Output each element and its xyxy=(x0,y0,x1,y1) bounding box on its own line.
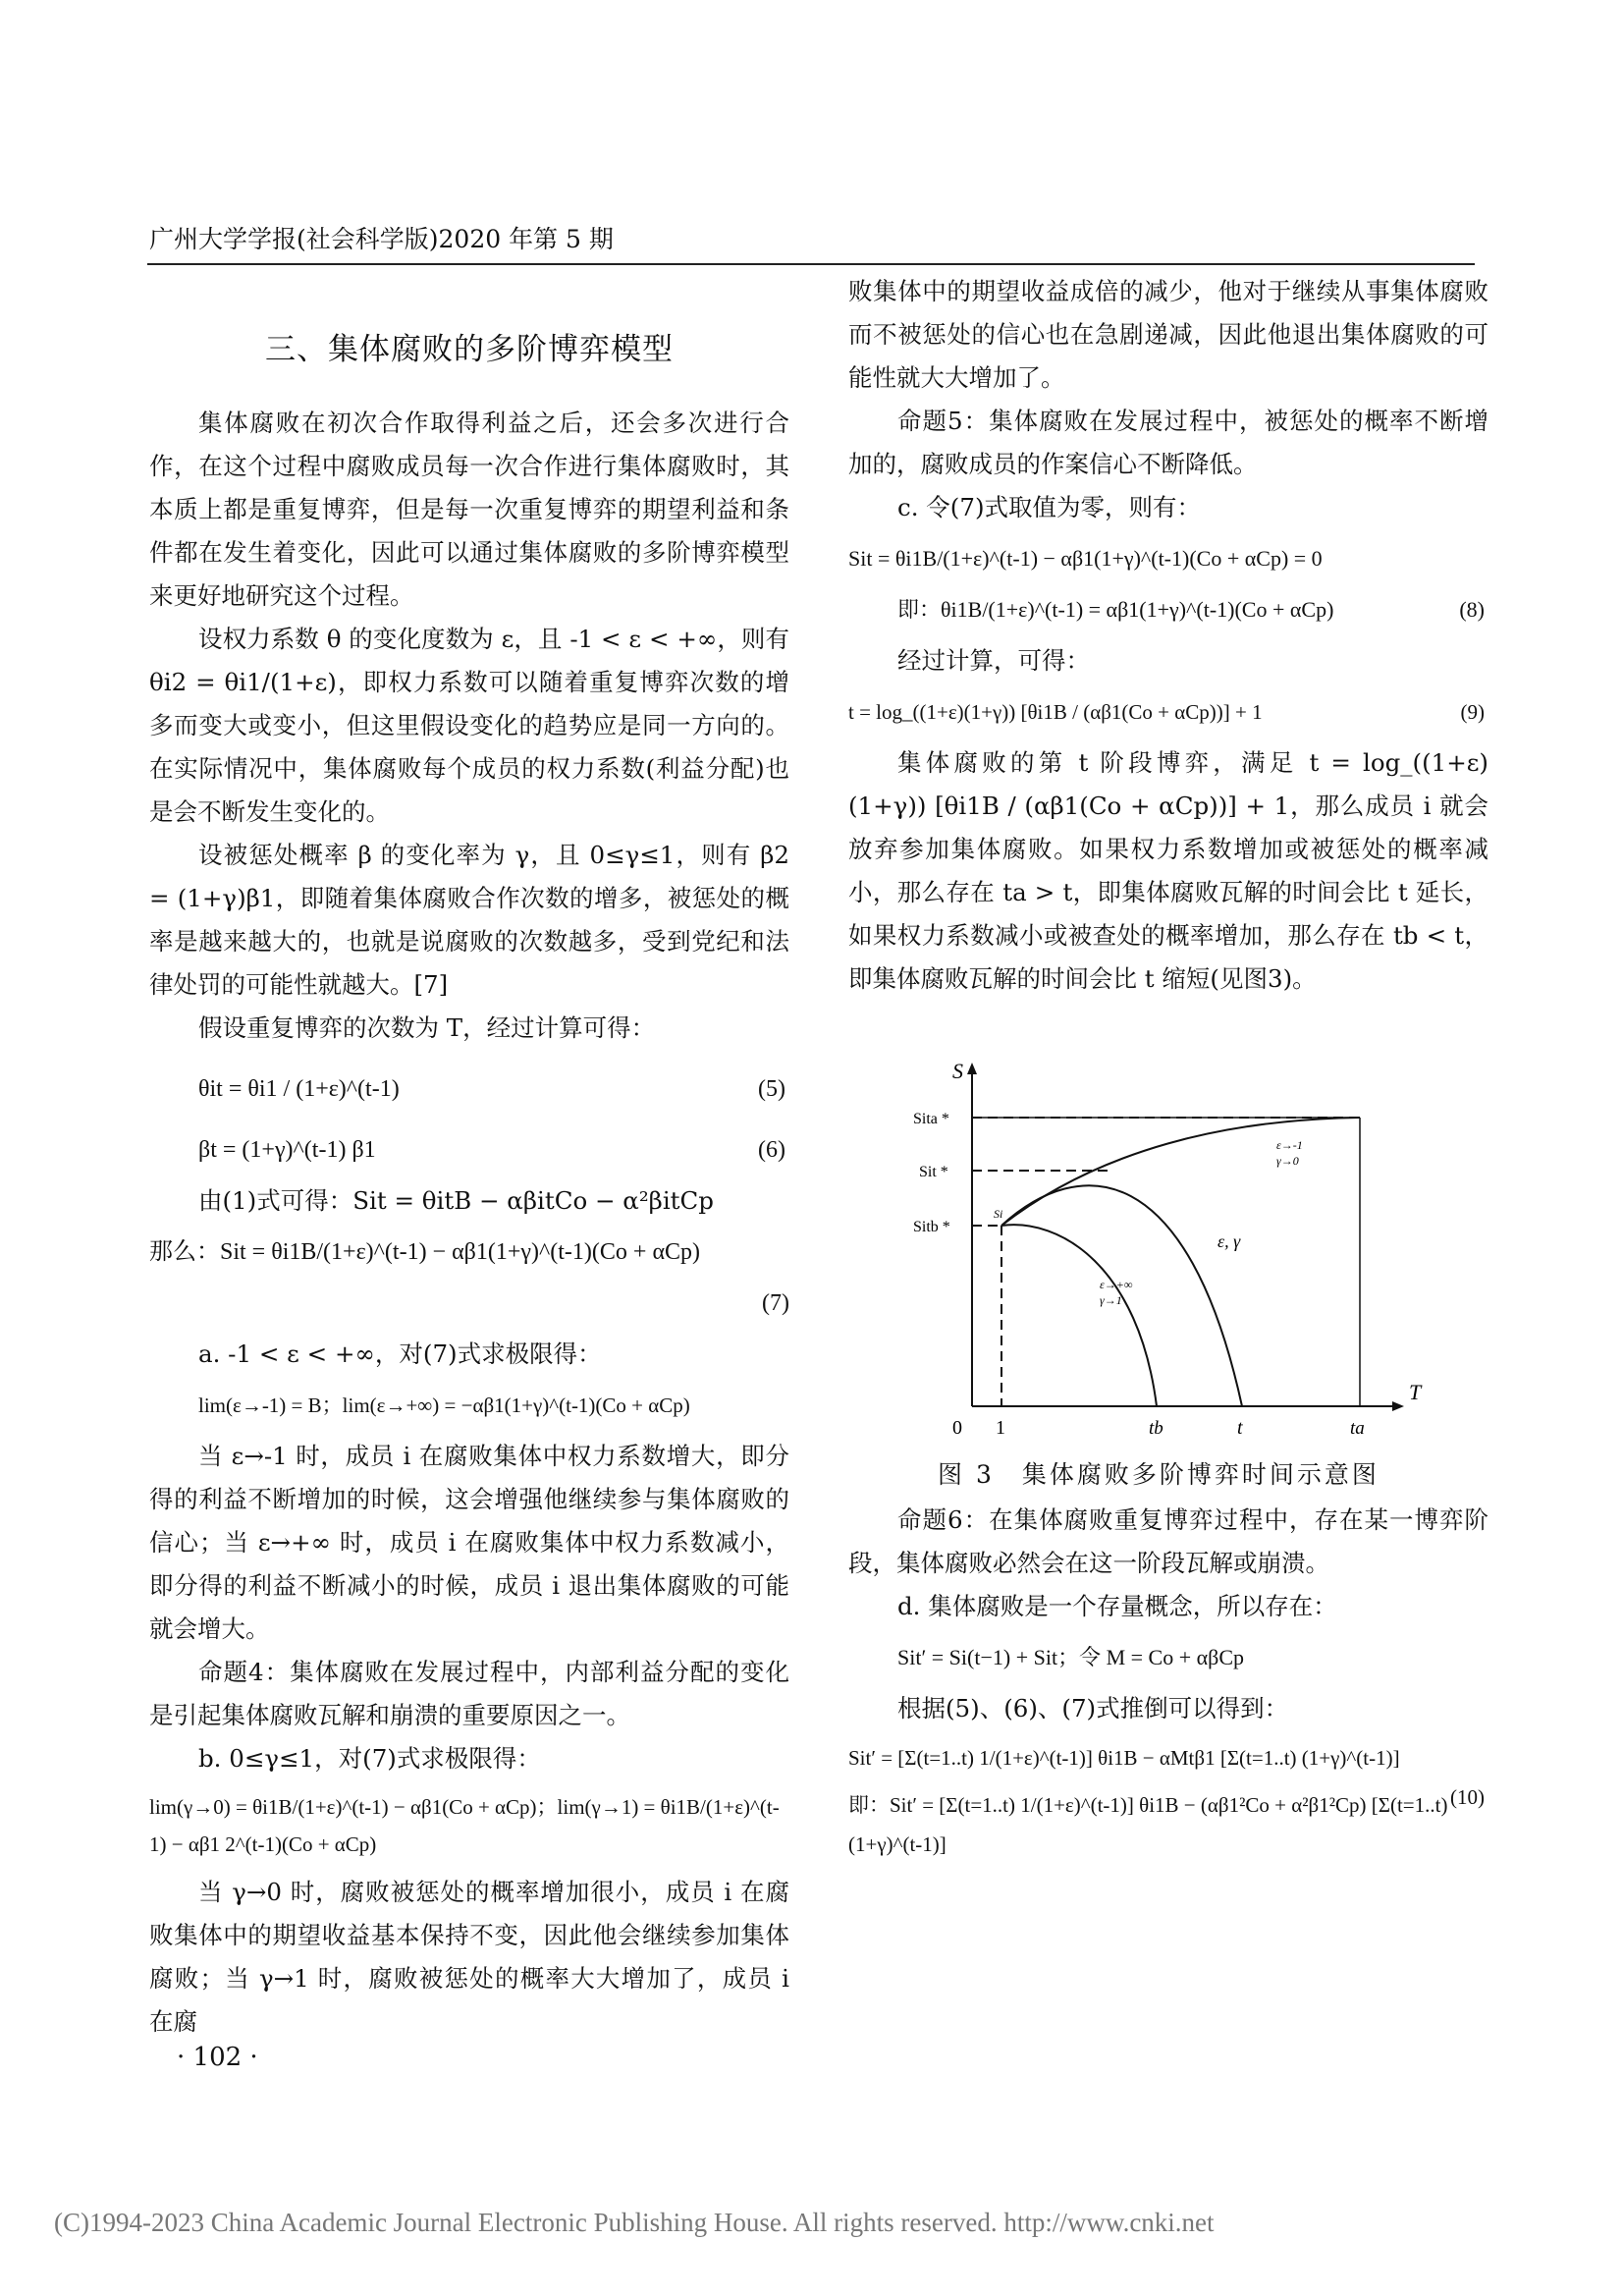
curve-lower-label-a: ε→+∞ xyxy=(1100,1278,1133,1291)
right-column-continued xyxy=(848,1499,1488,1872)
journal-header: 广州大学学报(社会科学版)2020 年第 5 期 xyxy=(149,225,614,253)
equation-c: Sit = θi1B/(1+ε)^(t-1) − αβ1(1+γ)^(t-1)(Co + αCp) = 0 xyxy=(848,546,1323,571)
paragraph: 当 ε→-1 时，成员 i 在腐败集体中权力系数增大，即分得的利益不断增加的时候，这会增强他继续参与集体腐败的信心；当 ε→+∞ 时，成员 i 在腐败集体中权力系数减小，即分得的利益不断减小的时候，成员 i 退出集体腐败的可能就会增大。 xyxy=(149,1442,789,1643)
paragraph: 当 γ→0 时，腐败被惩处的概率增加很小，成员 i 在腐败集体中的期望收益基本保持不变，因此他会继续参加集体腐败；当 γ→1 时，腐败被惩处的概率大大增加了，成员 i 在腐 xyxy=(149,1878,789,2036)
curve-middle-label: ε, γ xyxy=(1217,1231,1241,1251)
section-title: 三、集体腐败的多阶博弈模型 xyxy=(265,332,674,367)
x-tick-ta: ta xyxy=(1350,1418,1365,1439)
paragraph: 由(1)式可得：Sit = θitB − αβitCo − α²βitCp xyxy=(198,1186,714,1215)
curve-upper-label-a: ε→-1 xyxy=(1276,1138,1303,1152)
paragraph: b. 0≤γ≤1，对(7)式求极限得： xyxy=(198,1744,541,1773)
proposition-5: 命题5：集体腐败在发展过程中，被惩处的概率不断增加的，腐败成员的作案信心不断降低。 xyxy=(848,407,1488,478)
header-rule xyxy=(147,263,1475,265)
start-label: Si xyxy=(994,1207,1003,1221)
right-column xyxy=(848,270,1488,1001)
copyright-footer: (C)1994-2023 China Academic Journal Electronic Publishing House. All rights reserved. http://www.cnki.net xyxy=(54,2208,1215,2237)
paragraph: 设被惩处概率 β 的变化率为 γ，且 0≤γ≤1，则有 β2 = (1+γ)β1，即随着集体腐败合作次数的增多，被惩处的概率是越来越大的，也就是说腐败的次数越多，受到党纪和法律处罚的可能性就越大。[7] xyxy=(149,841,789,999)
y-axis-label: S xyxy=(952,1061,963,1083)
x-axis-label: T xyxy=(1409,1380,1422,1404)
y-tick-sit: Sit * xyxy=(919,1164,948,1180)
origin-label: 0 xyxy=(952,1417,962,1439)
proposition-4: 命题4：集体腐败在发展过程中，内部利益分配的变化是引起集体腐败瓦解和崩溃的重要原因之一。 xyxy=(149,1658,789,1729)
x-axis-arrow xyxy=(1392,1401,1404,1411)
equation-8: 即：θi1B/(1+ε)^(t-1) = αβ1(1+γ)^(t-1)(Co + αCp) (8) xyxy=(897,597,1485,622)
curve-upper-label-b: γ→0 xyxy=(1276,1154,1299,1168)
paragraph: d. 集体腐败是一个存量概念，所以存在： xyxy=(897,1592,1337,1620)
figure-3 xyxy=(913,1061,1424,1453)
equation-5: θit = θi1 / (1+ε)^(t-1) (5) xyxy=(198,1076,785,1102)
equation-9: t = log_((1+ε)(1+γ)) [θi1B / (αβ1(Co + αCp))] + 1 (9) xyxy=(848,700,1485,724)
left-column xyxy=(149,310,789,2044)
paragraph: 集体腐败在初次合作取得利益之后，还会多次进行合作，在这个过程中腐败成员每一次合作进行集体腐败时，其本质上都是重复博弈，但是每一次重复博弈的期望利益和条件都在发生着变化，因此可以通过集体腐败的多阶博弈模型来更好地研究这个过程。 xyxy=(149,409,789,610)
paragraph: 经过计算，可得： xyxy=(897,646,1090,675)
limit-a: lim(ε→-1) = B；lim(ε→+∞) = −αβ1(1+γ)^(t-1)(Co + αCp) xyxy=(198,1394,690,1417)
equation-6: βt = (1+γ)^(t-1) β1 (6) xyxy=(198,1137,785,1163)
y-tick-sita: Sita * xyxy=(913,1111,949,1127)
paragraph: 集体腐败的第 t 阶段博弈，满足 t = log_((1+ε)(1+γ)) [θi1B / (αβ1(Co + αCp))] + 1，那么成员 i 就会放弃参加集体腐败。如果权力系数增加或被惩处的概率减小，那么存在 ta > t，即集体腐败瓦解的时间会比 t 延长，如果权力系数减小或被查处的概率增加，那么存在 tb < t，即集体腐败瓦解的时间会比 t 缩短(见图3)。 xyxy=(848,748,1488,993)
paragraph: 设权力系数 θ 的变化度数为 ε，且 -1 < ε < +∞，则有 θi2 = θi1/(1+ε)，即权力系数可以随着重复博弈次数的增多而变大或变小，但这里假设变化的趋势应是同一方向的。在实际情况中，集体腐败每个成员的权力系数(利益分配)也是会不断发生变化的。 xyxy=(149,625,789,826)
paragraph: 根据(5)、(6)、(7)式推倒可以得到： xyxy=(897,1694,1289,1722)
figure-caption: 图 3 集体腐败多阶博弈时间示意图 xyxy=(938,1460,1380,1489)
paragraph: 败集体中的期望收益成倍的减少，他对于继续从事集体腐败而不被惩处的信心也在急剧递减，因此他退出集体腐败的可能性就大大增加了。 xyxy=(848,277,1488,392)
page-number: · 102 · xyxy=(177,2043,258,2072)
paragraph: a. -1 < ε < +∞，对(7)式求极限得： xyxy=(198,1339,602,1368)
x-tick-tb: tb xyxy=(1149,1418,1163,1439)
x-tick-t: t xyxy=(1237,1417,1243,1439)
limit-b: lim(γ→0) = θi1B/(1+ε)^(t-1) − αβ1(Co + αCp)；lim(γ→1) = θi1B/(1+ε)^(t-1) − αβ1 2^(t-1)(Co + αCp) xyxy=(149,1795,780,1856)
curve-lower-label-b: γ→1 xyxy=(1100,1293,1122,1307)
curve-lower xyxy=(1001,1225,1157,1406)
y-axis-arrow xyxy=(967,1063,977,1074)
paragraph: 假设重复博弈的次数为 T，经过计算可得： xyxy=(198,1013,656,1042)
y-tick-sitb: Sitb * xyxy=(913,1219,950,1235)
equation-11: 即：Sit′ = [Σ(t=1..t) 1/(1+ε)^(t-1)] θi1B − (αβ1²Co + α²β1²Cp) [Σ(t=1..t) (1+γ)^(t-1)] xyxy=(848,1793,1448,1856)
equation-7-number: (7) xyxy=(762,1290,789,1316)
equation-d: Sit′ = Si(t−1) + Sit；令 M = Co + αβCp xyxy=(897,1645,1245,1669)
equation-7: 那么：Sit = θi1B/(1+ε)^(t-1) − αβ1(1+γ)^(t-1)(Co + αCp) xyxy=(149,1239,701,1265)
paragraph: c. 令(7)式取值为零，则有： xyxy=(897,493,1202,521)
x-tick-1: 1 xyxy=(996,1417,1005,1439)
proposition-6: 命题6：在集体腐败重复博弈过程中，存在某一博弈阶段，集体腐败必然会在这一阶段瓦解或崩溃。 xyxy=(848,1505,1488,1577)
equation-10: Sit′ = [Σ(t=1..t) 1/(1+ε)^(t-1)] θi1B − αMtβ1 [Σ(t=1..t) (1+γ)^(t-1)] (10) xyxy=(848,1746,1485,1809)
